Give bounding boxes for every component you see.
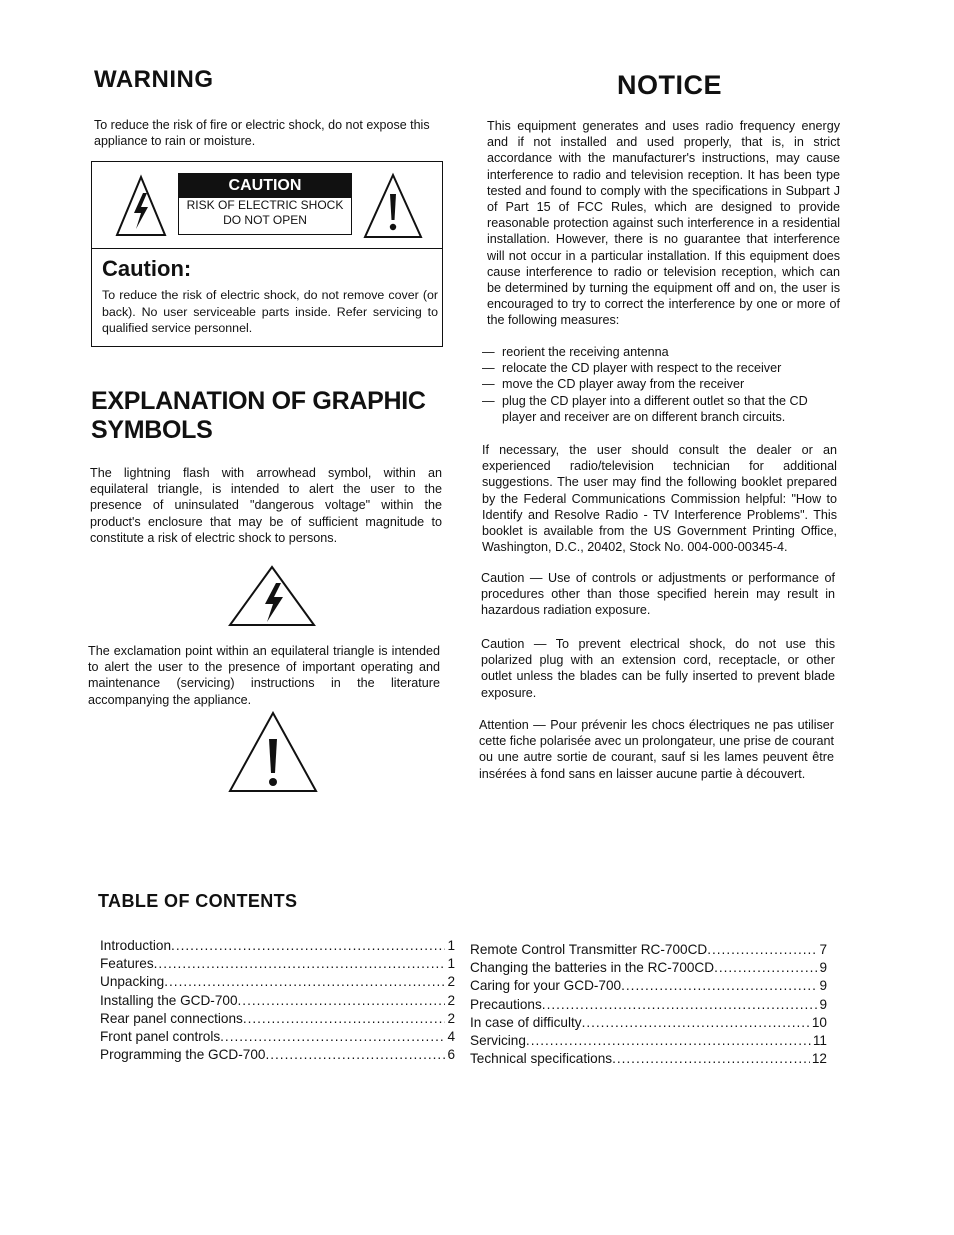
toc-entry-difficulty: In case of difficulty ..... 10 <box>470 1014 827 1032</box>
exclamation-symbol-icon <box>228 711 318 793</box>
notice-paragraph-5: Attention — Pour prévenir les chocs électriques ne pas utiliser cette fiche polarisée avec un prolongateur, une prise de courant ou une autre sortie de courant, sauf si les lames peuvent être insérées à fond sans en laisser aucune partie à découvert. <box>479 718 834 781</box>
toc-entry-installing: Installing the GCD-700 ..... 2 <box>100 992 455 1010</box>
exclamation-explanation: The exclamation point within an equilateral triangle is intended to alert the user to the presence of important operating and maintenance (servicing) instructions in the literature accompanying the appliance. <box>88 644 440 707</box>
toc-right-column <box>470 941 827 1068</box>
toc-entry-caring: Caring for your GCD-700 ..... 9 <box>470 977 827 995</box>
toc-entry-programming: Programming the GCD-700 ..... 6 <box>100 1046 455 1064</box>
lightning-explanation: The lightning flash with arrowhead symbol, within an equilateral triangle, is intended to alert the user to the presence of uninsulated "dangerous voltage" within the product's enclosure that may be of sufficient magnitude to constitute a risk of electric shock to persons. <box>90 466 442 545</box>
toc-entry-introduction: Introduction ..... 1 <box>100 937 455 955</box>
toc-heading: TABLE OF CONTENTS <box>98 891 298 911</box>
notice-paragraph-1: This equipment generates and uses radio frequency energy and if not installed and used properly, that is, in strict accordance with the manufacturer's instructions, may cause interference to radio and television reception. It has been type tested and found to comply with the specifications in Subpart J of Part 15 of FCC Rules, which are designed to provide reasonable protection against such interference in a residential installation. However, there is no guarantee that interference will not occur in a particular installation. If this equipment does cause interference to radio or television reception, which can be determined by turning the equipment off and on, the user is encouraged to try to correct the interference by one or more of the following measures: <box>487 119 840 328</box>
list-item: — reorient the receiving antenna <box>482 345 669 359</box>
caution-heading: Caution: <box>102 256 192 281</box>
notice-measures-list <box>482 344 842 425</box>
exclamation-triangle-icon <box>362 172 424 240</box>
toc-entry-unpacking: Unpacking ..... 2 <box>100 973 455 991</box>
notice-paragraph-2: If necessary, the user should consult the dealer or an experienced radio/television technician for additional suggestions. The user may find the following booklet prepared by the Federal Communications Commission helpful: "How to Identify and Resolve Radio - TV Interference Problems". This booklet is available from the US Government Printing Office, Washington, D.C., 20402, Stock No. 004-000-00345-4. <box>482 443 837 555</box>
warning-heading: WARNING <box>94 66 214 93</box>
caution-text: To reduce the risk of electric shock, do not remove cover (or back). No user serviceable parts inside. Refer servicing to qualified service personnel. <box>102 288 438 335</box>
toc-entry-features: Features ..... 1 <box>100 955 455 973</box>
caution-label-panel <box>92 162 442 249</box>
toc-entry-precautions: Precautions ..... 9 <box>470 996 827 1014</box>
caution-label <box>178 173 352 235</box>
caution-box <box>91 161 443 347</box>
explanation-heading: EXPLANATION OF GRAPHIC SYMBOLS <box>91 387 426 444</box>
lightning-triangle-icon <box>114 174 168 238</box>
notice-paragraph-3: Caution — Use of controls or adjustments or performance of procedures other than those specified herein may result in hazardous radiation exposure. <box>481 571 835 618</box>
lightning-symbol-icon <box>228 565 316 627</box>
toc-entry-batteries: Changing the batteries in the RC-700CD ..... 9 <box>470 959 827 977</box>
list-item: — move the CD player away from the receiver <box>482 377 745 392</box>
toc-left-column <box>100 937 455 1064</box>
toc-entry-servicing: Servicing ..... 11 <box>470 1032 827 1050</box>
toc-entry-rear-panel: Rear panel connections ..... 2 <box>100 1010 455 1028</box>
caution-label-header: CAUTION <box>179 174 351 198</box>
toc-entry-specifications: Technical specifications ..... 12 <box>470 1050 827 1068</box>
caution-label-line1: RISK OF ELECTRIC SHOCK <box>186 198 344 212</box>
caution-label-line2: DO NOT OPEN <box>223 213 307 227</box>
notice-paragraph-4: Caution — To prevent electrical shock, do not use this polarized plug with an extension cord, receptacle, or other outlet unless the blades can be fully inserted to prevent blade exposure. <box>481 637 835 700</box>
notice-heading: NOTICE <box>617 70 723 100</box>
list-item: — relocate the CD player with respect to the receiver <box>482 361 782 376</box>
warning-text: To reduce the risk of fire or electric shock, do not expose this appliance to rain or moisture. <box>94 118 430 148</box>
toc-entry-remote-control: Remote Control Transmitter RC-700CD ..... 7 <box>470 941 827 959</box>
toc-entry-front-panel: Front panel controls ..... 4 <box>100 1028 455 1046</box>
list-item: — plug the CD player into a different outlet so that the CD player and receiver are on different branch circuits. <box>482 393 808 424</box>
